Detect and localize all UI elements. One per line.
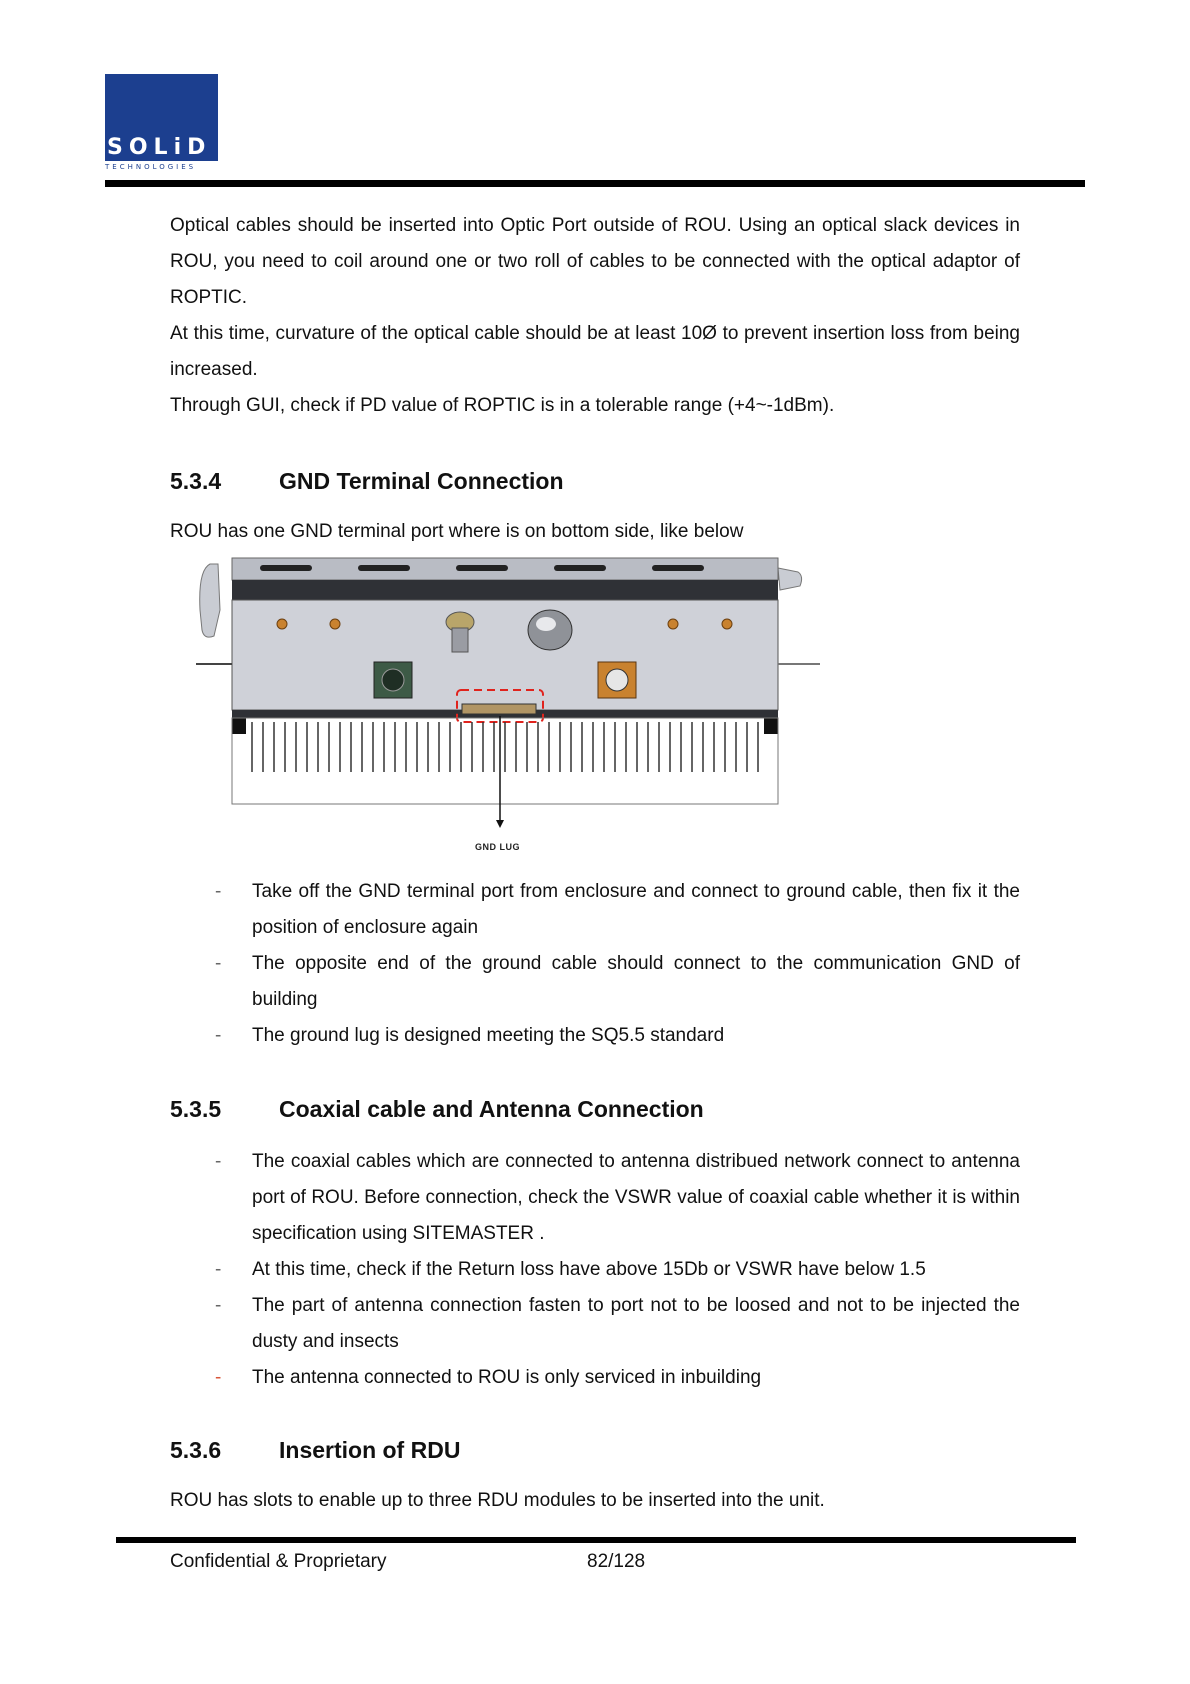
logo-subtext: TECHNOLOGIES: [105, 163, 197, 171]
section-title: Coaxial cable and Antenna Connection: [279, 1096, 704, 1122]
section-536-text: [170, 1483, 1020, 1519]
section-534-bullets: [170, 874, 1020, 1054]
antenna-connector-socket: [606, 669, 628, 691]
heatsink-end-block: [764, 718, 778, 734]
section-535-bullets: [170, 1144, 1020, 1396]
page-number: 82/128: [587, 1551, 646, 1572]
list-item-text: At this time, check if the Return loss have above 15Db or VSWR have below 1.5: [252, 1259, 926, 1280]
section-534-intro-text: ROU has one GND terminal port where is on bottom side, like below: [170, 521, 744, 542]
list-item: - The opposite end of the ground cable should connect to the communication GND of building: [215, 953, 1020, 1010]
section-title: GND Terminal Connection: [279, 468, 564, 494]
intro-paragraph-3: Through GUI, check if PD value of ROPTIC is in a tolerable range (+4~-1dBm).: [170, 395, 835, 416]
right-handle: [778, 568, 802, 590]
rail-slot: [554, 565, 606, 571]
list-item: - The coaxial cables which are connected to antenna distribued network connect to antenna port of ROU. Before connection, check the VSWR value of coaxial cable whether it is within specification using SITEMASTER .: [215, 1151, 1020, 1244]
rail-slot: [260, 565, 312, 571]
figure-caption: GND LUG: [475, 842, 520, 852]
logo-wordmark: SOLiD: [105, 135, 218, 161]
rail-slot: [652, 565, 704, 571]
logo-block: [105, 74, 218, 138]
heatsink-end-block: [232, 718, 246, 734]
screw: [277, 619, 287, 629]
screw: [722, 619, 732, 629]
bottom-panel: [232, 600, 778, 710]
gnd-lug-plate: [462, 704, 536, 714]
enclosure-band: [232, 580, 778, 600]
section-number: 5.3.4: [170, 468, 222, 494]
gnd-pointer-arrow: [496, 820, 504, 828]
screw: [668, 619, 678, 629]
list-item: - The antenna connected to ROU is only serviced in inbuilding: [215, 1367, 762, 1388]
section-number: 5.3.5: [170, 1096, 222, 1122]
list-item-text: The coaxial cables which are connected to antenna distribued network connect to antenna port of ROU. Before connection, check the VSWR value of coaxial cable whether it is within specification using SITEMASTER .: [252, 1151, 1020, 1244]
heatsink-fins: [252, 722, 758, 772]
section-number: 5.3.6: [170, 1437, 222, 1463]
list-item-text: The antenna connected to ROU is only serviced in inbuilding: [252, 1367, 762, 1388]
list-item: - At this time, check if the Return loss have above 15Db or VSWR have below 1.5: [215, 1259, 926, 1280]
list-item-text: The opposite end of the ground cable should connect to the communication GND of building: [252, 953, 1020, 1010]
screw: [330, 619, 340, 629]
intro-paragraph-2: At this time, curvature of the optical cable should be at least 10Ø to prevent insertion loss from being increased.: [170, 323, 1020, 380]
section-title: Insertion of RDU: [279, 1437, 461, 1463]
list-item: - The ground lug is designed meeting the SQ5.5 standard: [215, 1025, 725, 1046]
dome-highlight: [536, 617, 556, 631]
list-item: - The part of antenna connection fasten to port not to be loosed and not to be injected the dusty and insects: [215, 1295, 1020, 1352]
company-logo: [105, 74, 218, 171]
header-rule: [105, 180, 1085, 187]
power-connector-socket: [382, 669, 404, 691]
rail-slot: [358, 565, 410, 571]
footer-confidential: Confidential & Proprietary: [170, 1551, 387, 1572]
section-536-paragraph: ROU has slots to enable up to three RDU modules to be inserted into the unit.: [170, 1490, 825, 1511]
section-534-intro: [170, 514, 1020, 550]
optic-port-body: [452, 628, 468, 652]
list-item-text: The ground lug is designed meeting the SQ5.5 standard: [252, 1025, 725, 1046]
left-handle: [200, 564, 220, 637]
list-item-text: Take off the GND terminal port from enclosure and connect to ground cable, then fix it the position of enclosure again: [252, 881, 1020, 938]
footer-rule: [116, 1537, 1076, 1543]
intro-text: [170, 208, 1020, 424]
list-item: - Take off the GND terminal port from enclosure and connect to ground cable, then fix it the position of enclosure again: [215, 881, 1020, 938]
list-item-text: The part of antenna connection fasten to port not to be loosed and not to be injected the dusty and insects: [252, 1295, 1020, 1352]
rail-slot: [456, 565, 508, 571]
rou-bottom-figure: [180, 550, 830, 852]
intro-paragraph-1: Optical cables should be inserted into Optic Port outside of ROU. Using an optical slack devices in ROU, you need to coil around one or two roll of cables to be connected with the optical adaptor of ROPTIC.: [170, 215, 1020, 308]
